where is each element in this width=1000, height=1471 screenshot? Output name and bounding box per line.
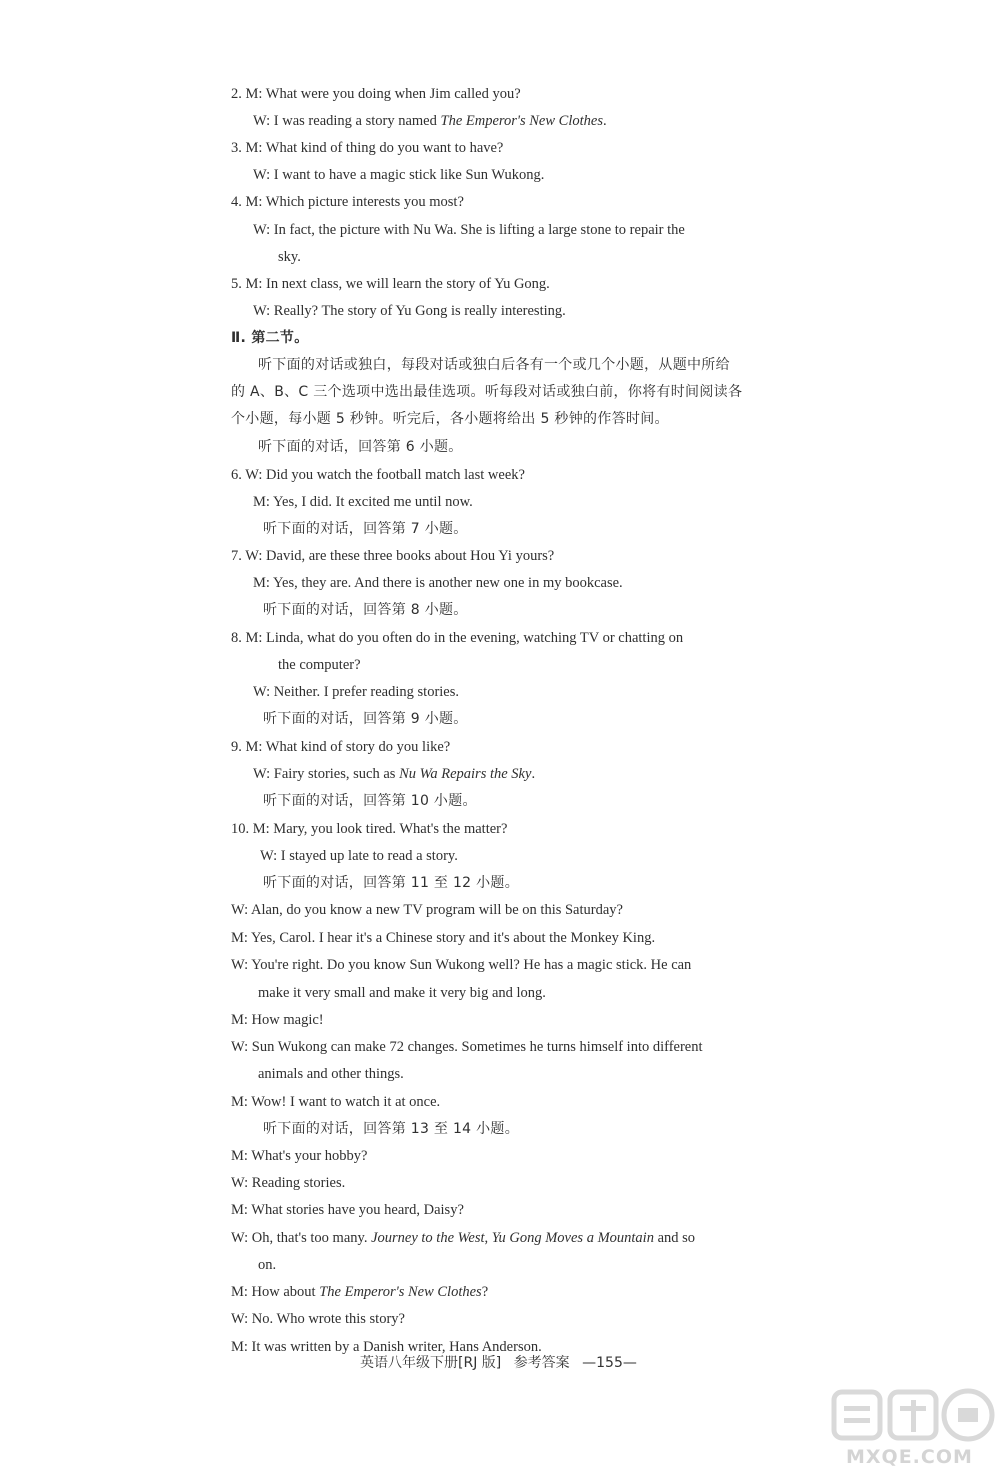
page-footer <box>360 1352 645 1372</box>
text-run: W: Reading stories. <box>231 1175 346 1191</box>
text-line <box>231 737 450 757</box>
text-run: 5. M: In next class, we will learn the story of Yu Gong. <box>231 276 550 292</box>
text-run: W: I was reading a story named <box>253 113 441 129</box>
text-run: 3. M: What kind of thing do you want to have? <box>231 140 504 156</box>
text-line <box>253 301 566 321</box>
text-run: 6. W: Did you watch the football match last week? <box>231 467 525 483</box>
text-run: 听下面的对话，回答第 9 小题。 <box>263 711 468 727</box>
text-line <box>231 1309 405 1329</box>
text-run: 听下面的对话或独白，每段对话或独白后各有一个或几个小题，从题中所给 <box>258 357 730 373</box>
text-run: 听下面的对话，回答第 11 至 12 小题。 <box>263 875 520 891</box>
text-run: W: No. Who wrote this story? <box>231 1311 405 1327</box>
text-run: W: Neither. I prefer reading stories. <box>253 684 460 700</box>
text-run: 2. M: What were you doing when Jim called you? <box>231 86 521 102</box>
text-line <box>258 1255 276 1275</box>
text-run: 8. M: Linda, what do you often do in the evening, watching TV or chatting on <box>231 630 684 646</box>
text-line <box>253 682 459 702</box>
italic-title: The Emperor's New Clothes <box>440 113 603 129</box>
text-run: M: How about <box>231 1284 320 1300</box>
text-line <box>231 546 554 566</box>
text-run: W: Oh, that's too many. <box>231 1230 372 1246</box>
text-line <box>258 355 730 375</box>
footer-section: 参考答案 <box>513 1355 570 1371</box>
text-run: M: Wow! I want to watch it at once. <box>231 1094 441 1110</box>
italic-title: Journey to the West <box>371 1230 485 1246</box>
text-run: W: Sun Wukong can make 72 changes. Sometimes he turns himself into different <box>231 1039 703 1055</box>
text-line <box>231 274 550 294</box>
text-line <box>263 519 468 539</box>
text-line <box>263 709 468 729</box>
text-run: W: I want to have a magic stick like Sun Wukong. <box>253 167 545 183</box>
text-run: on. <box>258 1257 277 1273</box>
text-line <box>231 928 655 948</box>
italic-title: Yu Gong Moves a Mountain <box>491 1230 654 1246</box>
text-run: M: It was written by a Danish writer, Hans Anderson. <box>231 1339 542 1355</box>
text-run: make it very small and make it very big and long. <box>258 985 546 1001</box>
text-run: the computer? <box>278 657 361 673</box>
italic-title: The Emperor's New Clothes <box>319 1284 482 1300</box>
text-run: . <box>602 113 607 129</box>
text-line <box>258 983 546 1003</box>
text-run: 听下面的对话，回答第 10 小题。 <box>263 793 477 809</box>
text-run: M: What's your hobby? <box>231 1148 368 1164</box>
text-line <box>278 655 361 675</box>
text-run: and so <box>653 1230 696 1246</box>
text-line <box>263 791 477 811</box>
text-line <box>260 846 458 866</box>
text-run: Ⅱ. 第二节。 <box>231 330 309 346</box>
text-run: M: How magic! <box>231 1012 324 1028</box>
text-line <box>231 84 521 104</box>
text-line <box>231 900 623 920</box>
text-run: , <box>484 1230 492 1246</box>
text-line <box>231 192 464 212</box>
text-run: 听下面的对话，回答第 13 至 14 小题。 <box>263 1121 520 1137</box>
text-line <box>231 1282 488 1302</box>
text-line <box>253 220 685 240</box>
text-run: W: In fact, the picture with Nu Wa. She is lifting a large stone to repair the <box>253 222 685 238</box>
text-run: 听下面的对话，回答第 8 小题。 <box>263 602 468 618</box>
text-run: M: Yes, they are. And there is another new one in my bookcase. <box>253 575 623 591</box>
text-line <box>231 1010 324 1030</box>
text-run: animals and other things. <box>258 1066 404 1082</box>
text-line <box>253 165 544 185</box>
text-line <box>231 465 525 485</box>
text-line <box>253 764 535 784</box>
text-line <box>258 437 463 457</box>
text-line <box>231 819 507 839</box>
text-line <box>231 328 309 348</box>
text-run: . <box>531 766 536 782</box>
text-run: 听下面的对话，回答第 6 小题。 <box>258 439 463 455</box>
italic-title: Nu Wa Repairs the Sky <box>399 766 532 782</box>
text-run: 10. M: Mary, you look tired. What's the matter? <box>231 821 508 837</box>
text-run: W: I stayed up late to read a story. <box>260 848 458 864</box>
text-line <box>231 409 669 429</box>
text-run: 7. W: David, are these three books about Hou Yi yours? <box>231 548 555 564</box>
text-run: 个小题，每小题 5 秒钟。听完后，各小题将给出 5 秒钟的作答时间。 <box>231 411 669 427</box>
text-line <box>231 1228 695 1248</box>
text-run: 4. M: Which picture interests you most? <box>231 194 464 210</box>
text-run: 听下面的对话，回答第 7 小题。 <box>263 521 468 537</box>
text-line <box>263 873 519 893</box>
text-run: W: Really? The story of Yu Gong is really interesting. <box>253 303 566 319</box>
text-line <box>253 492 473 512</box>
text-line <box>231 1037 703 1057</box>
text-line <box>231 382 742 402</box>
footer-book-title: 英语八年级下册[RJ 版] <box>360 1355 502 1371</box>
text-run: W: Fairy stories, such as <box>253 766 400 782</box>
text-line <box>278 247 301 267</box>
text-line <box>253 111 607 131</box>
text-line <box>253 573 623 593</box>
text-run: 的 A、B、C 三个选项中选出最佳选项。听每段对话或独白前，你将有时间阅读各 <box>231 384 743 400</box>
text-line <box>231 138 503 158</box>
text-run: M: Yes, Carol. I hear it's a Chinese story and it's about the Monkey King. <box>231 930 656 946</box>
text-line <box>231 1173 345 1193</box>
page-number: —155— <box>582 1355 637 1371</box>
text-line <box>263 600 468 620</box>
text-line <box>231 1092 440 1112</box>
text-run: M: Yes, I did. It excited me until now. <box>253 494 473 510</box>
text-run: W: Alan, do you know a new TV program will be on this Saturday? <box>231 902 623 918</box>
watermark-site: MXQE.COM <box>846 1446 973 1468</box>
text-run: 9. M: What kind of story do you like? <box>231 739 451 755</box>
text-run: M: What stories have you heard, Daisy? <box>231 1202 464 1218</box>
text-line <box>231 1146 367 1166</box>
text-run: W: You're right. Do you know Sun Wukong well? He has a magic stick. He can <box>231 957 692 973</box>
text-line <box>258 1064 404 1084</box>
text-line <box>263 1119 519 1139</box>
text-run: ? <box>481 1284 489 1300</box>
text-line <box>231 628 683 648</box>
text-run: sky. <box>278 249 301 265</box>
text-line <box>231 955 691 975</box>
text-line <box>231 1200 464 1220</box>
